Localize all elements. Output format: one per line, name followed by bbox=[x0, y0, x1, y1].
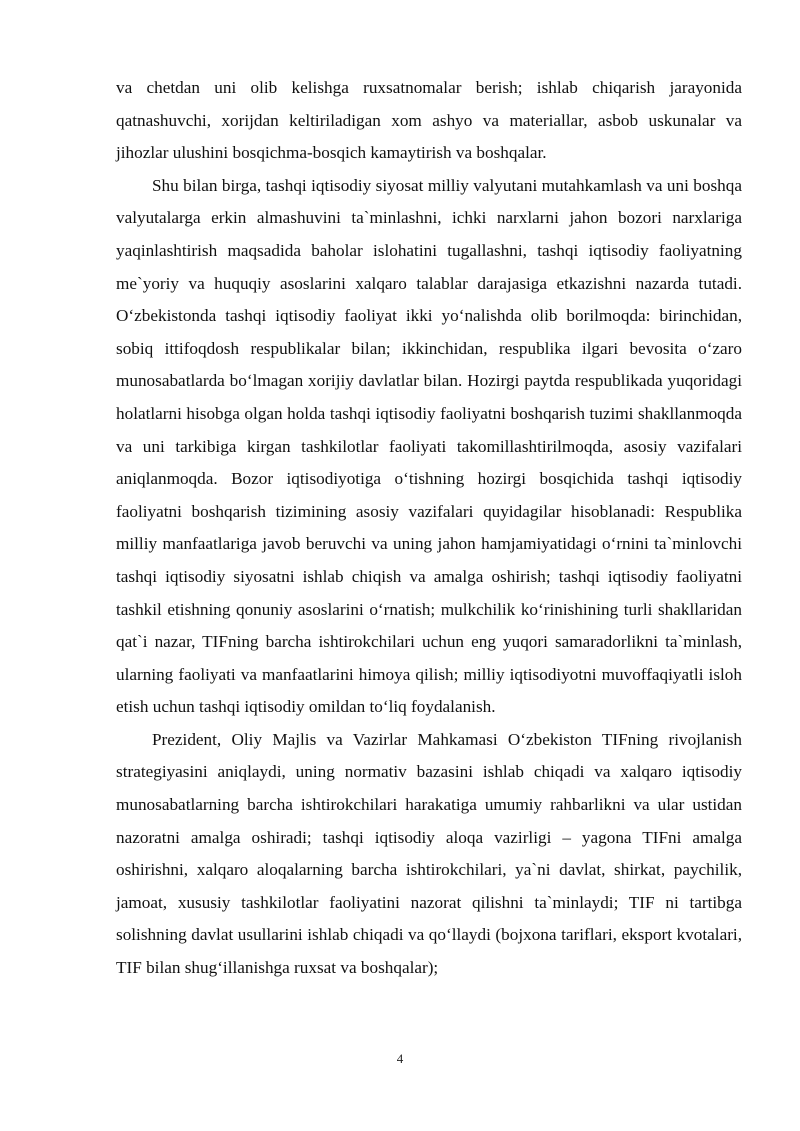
paragraph-continuation: va chetdan uni olib kelishga ruxsatnomalar berish; ishlab chiqarish jarayonida qatnashuvchi, xorijdan keltiriladigan xom ashyo va materiallar, asbob uskunalar va jihozlar ulushini bosqichma-bosqich kamaytirish va boshqalar. bbox=[116, 78, 742, 163]
paragraph-foreign-economic-policy: Shu bilan birga, tashqi iqtisodiy siyosat milliy valyutani mutahkamlash va uni boshqa valyutalarga erkin almashuvini ta`minlashni, ichki narxlarni jahon bozori narxlariga yaqinlashtirish maqsadida baholar islohatini tugallashni, tashqi iqtisodiy faoliyatning me`yoriy va huquqiy asoslarini xalqaro talablar darajasiga etkazishni nazarda tutadi. O‘zbekistonda tashqi iqtisodiy faoliyat ikki yo‘nalishda olib borilmoqda: birinchidan, sobiq ittifoqdosh respublikalar bilan; ikkinchidan, respublika ilgari bevosita o‘zaro munosabatlarda bo‘lmagan xorijiy davlatlar bilan. Hozirgi paytda respublikada yuqoridagi holatlarni hisobga olgan holda tashqi iqtisodiy faoliyatni boshqarish tuzimi shakllanmoqda va uni tarkibiga kirgan tashkilotlar faoliyati takomillashtirilmoqda, asosiy vazifalari aniqlanmoqda. Bozor iqtisodiyotiga o‘tishning hozirgi bosqichida tashqi iqtisodiy faoliyatni boshqarish tizimining asosiy vazifalari quyidagilar hisoblanadi: Respublika milliy manfaatlariga javob beruvchi va uning jahon hamjamiyatidagi o‘rnini ta`minlovchi tashqi iqtisodiy siyosatni ishlab chiqish va amalga oshirish; tashqi iqtisodiy faoliyatni tashkil etishning qonuniy asoslarini o‘rnatish; mulkchilik ko‘rinishining turli shakllaridan qat`i nazar, TIFning barcha ishtirokchilari uchun eng yuqori samaradorlikni ta`minlash, ularning faoliyati va manfaatlarini himoya qilish; milliy iqtisodiyotni muvoffaqiyatli isloh etish uchun tashqi iqtisodiy omildan to‘liq foydalanish. bbox=[116, 175, 742, 717]
paragraph-government-roles: Prezident, Oliy Majlis va Vazirlar Mahkamasi O‘zbekiston TIFning rivojlanish strategiyasini aniqlaydi, uning normativ bazasini ishlab chiqadi va xalqaro iqtisodiy munosabatlarning barcha ishtirokchilari harakatiga umumiy rahbarlikni va ular ustidan nazoratni amalga oshiradi; tashqi iqtisodiy aloqa vazirligi – yagona TIFni amalga oshirishni, xalqaro aloqalarning barcha ishtirokchilari, ya`ni davlat, shirkat, paychilik, jamoat, xususiy tashkilotlar faoliyatini nazorat qilishni ta`minlaydi; TIF ni tartibga solishning davlat usullarini ishlab chiqadi va qo‘llaydi (bojxona tariflari, eksport kvotalari, TIF bilan shug‘illanishga ruxsat va boshqalar); bbox=[116, 729, 742, 978]
page-number: 4 bbox=[396, 1051, 404, 1066]
body-text bbox=[116, 72, 742, 985]
